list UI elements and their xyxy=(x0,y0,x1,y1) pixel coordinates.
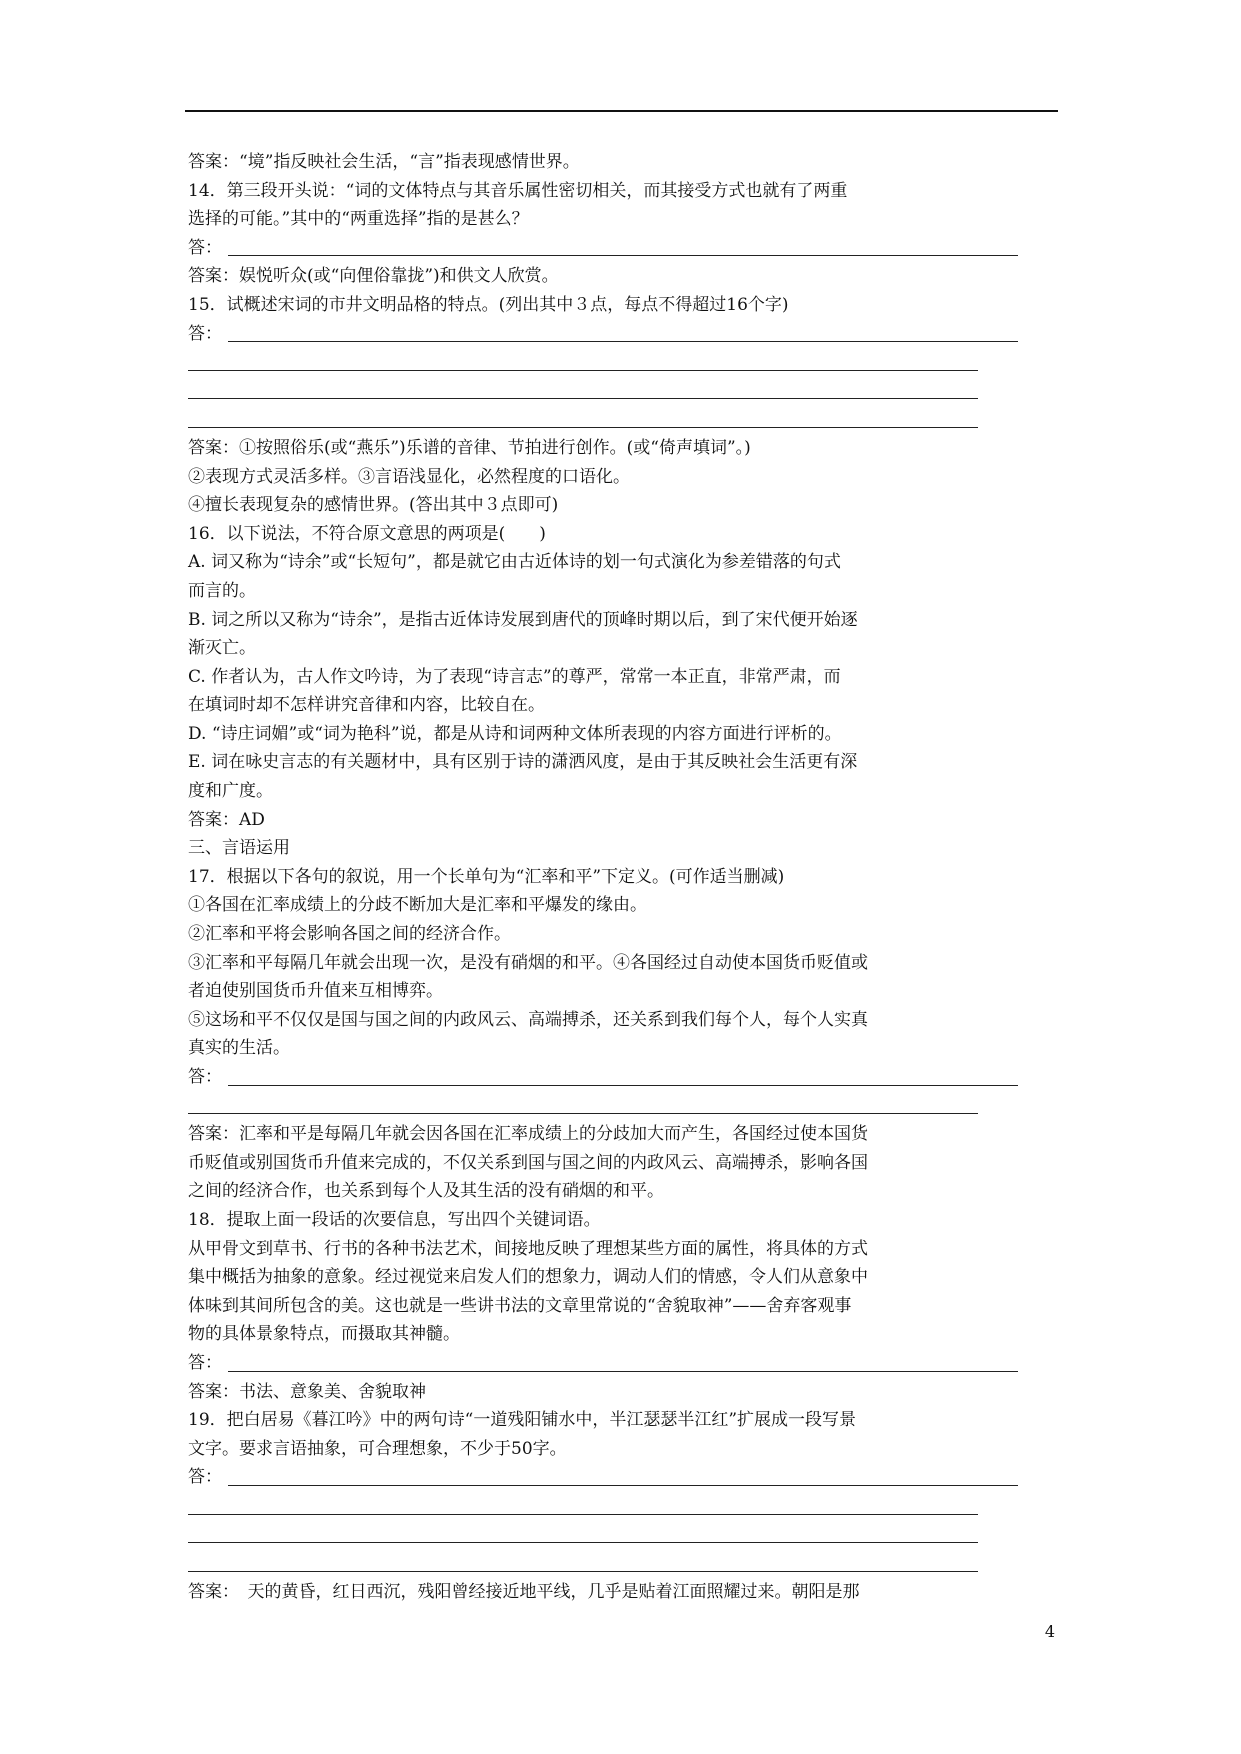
text-line: 度和广度。 xyxy=(188,781,273,802)
text-line: 渐灭亡。 xyxy=(188,638,256,659)
text-line: ⑤这场和平不仅仅是国与国之间的内政风云、高端搏杀，还关系到我们每个人，每个人实真 xyxy=(188,1009,868,1030)
text-line: 答案：娱悦听众(或“向俚俗靠拢”)和供文人欣赏。 xyxy=(188,266,559,287)
answer-underline xyxy=(188,1571,978,1572)
text-line: 答案：书法、意象美、舍貌取神 xyxy=(188,1381,426,1402)
answer-underline xyxy=(188,1542,978,1543)
answer-label: 答： xyxy=(188,1352,222,1373)
text-line: 15．试概述宋词的市井文明品格的特点。(列出其中３点，每点不得超过16个字) xyxy=(188,294,789,315)
document-body xyxy=(188,148,1058,1606)
text-line: 19．把白居易《暮江吟》中的两句诗“一道残阳铺水中，半江瑟瑟半江红”扩展成一段写景 xyxy=(188,1410,857,1431)
answer-underline xyxy=(228,1371,1018,1372)
text-line: ②表现方式灵活多样。③言语浅显化，必然程度的口语化。 xyxy=(188,466,630,487)
text-line: 17．根据以下各句的叙说，用一个长单句为“汇率和平”下定义。(可作适当删减) xyxy=(188,866,785,887)
text-line: 从甲骨文到草书、行书的各种书法艺术，间接地反映了理想某些方面的属性，将具体的方式 xyxy=(188,1238,868,1259)
text-line: 答案： 天的黄昏，红日西沉，残阳曾经接近地平线，几乎是贴着江面照耀过来。朝阳是那 xyxy=(188,1581,860,1602)
answer-underline xyxy=(228,341,1018,342)
text-line: 三、言语运用 xyxy=(188,838,290,859)
text-line: ④擅长表现复杂的感情世界。(答出其中３点即可) xyxy=(188,495,559,516)
text-line: ①各国在汇率成绩上的分歧不断加大是汇率和平爆发的缘由。 xyxy=(188,895,647,916)
text-line: 答案：“境”指反映社会生活，“言”指表现感情世界。 xyxy=(188,152,580,172)
text-line: 集中概括为抽象的意象。经过视觉来启发人们的想象力，调动人们的情感，令人们从意象中 xyxy=(188,1267,868,1288)
text-line: 答案：汇率和平是每隔几年就会因各国在汇率成绩上的分歧加大而产生，各国经过使本国货 xyxy=(188,1124,868,1145)
answer-field xyxy=(188,1463,1058,1492)
text-line: 币贬值或别国货币升值来完成的，不仅关系到国与国之间的内政风云、高端搏杀，影响各国 xyxy=(188,1152,868,1173)
text-line: 答案：①按照俗乐(或“燕乐”)乐谱的音律、节拍进行创作。(或“倚声填词”。) xyxy=(188,437,751,458)
answer-underline xyxy=(188,370,978,371)
answer-underline xyxy=(188,1514,978,1515)
text-line: 在填词时却不怎样讲究音律和内容，比较自在。 xyxy=(188,695,545,716)
page-number: 4 xyxy=(1044,1622,1055,1641)
answer-field xyxy=(188,234,1058,263)
text-line: C. 作者认为，古人作文吟诗，为了表现“诗言志”的尊严，常常一本正直，非常严肃，而 xyxy=(188,666,841,687)
text-line: 选择的可能。”其中的“两重选择”指的是甚么？ xyxy=(188,209,529,230)
text-line: 答案：AD xyxy=(188,809,265,830)
answer-label: 答： xyxy=(188,237,222,258)
text-line: 体味到其间所包含的美。这也就是一些讲书法的文章里常说的“舍貌取神”——舍弃客观事 xyxy=(188,1295,852,1316)
text-line: 18．提取上面一段话的次要信息，写出四个关键词语。 xyxy=(188,1209,601,1230)
answer-underline xyxy=(228,1085,1018,1086)
text-line: 文字。要求言语抽象，可合理想象，不少于50字。 xyxy=(188,1438,567,1459)
blank-answer-line xyxy=(188,377,1058,406)
answer-field xyxy=(188,320,1058,349)
answer-label: 答： xyxy=(188,1067,222,1087)
blank-answer-line xyxy=(188,1521,1058,1550)
text-line: A. 词又称为“诗余”或“长短句”，都是就它由古近体诗的划一句式演化为参差错落的句式 xyxy=(188,552,841,573)
text-line: D. “诗庄词媚”或“词为艳科”说，都是从诗和词两种文体所表现的内容方面进行评析的。 xyxy=(188,723,842,744)
text-line: 之间的经济合作，也关系到每个人及其生活的没有硝烟的和平。 xyxy=(188,1181,664,1202)
text-line: ③汇率和平每隔几年就会出现一次，是没有硝烟的和平。④各国经过自动使本国货币贬值或 xyxy=(188,952,868,973)
text-line: 16．以下说法，不符合原文意思的两项是( ) xyxy=(188,523,546,544)
text-line: 真实的生活。 xyxy=(188,1038,290,1059)
blank-answer-line xyxy=(188,405,1058,434)
text-line: 者迫使别国货币升值来互相博弈。 xyxy=(188,981,443,1002)
answer-underline xyxy=(188,398,978,399)
answer-underline xyxy=(188,1113,978,1114)
text-line: ②汇率和平将会影响各国之间的经济合作。 xyxy=(188,924,511,945)
blank-answer-line xyxy=(188,348,1058,377)
answer-field xyxy=(188,1063,1058,1092)
header-rule xyxy=(185,110,1058,112)
answer-label: 答： xyxy=(188,323,222,344)
answer-underline xyxy=(188,427,978,428)
answer-underline xyxy=(228,255,1018,256)
blank-answer-line xyxy=(188,1549,1058,1578)
text-line: B. 词之所以又称为“诗余”，是指古近体诗发展到唐代的顶峰时期以后，到了宋代便开始逐 xyxy=(188,609,858,630)
text-line: 14．第三段开头说：“词的文体特点与其音乐属性密切相关，而其接受方式也就有了两重 xyxy=(188,180,848,201)
answer-field xyxy=(188,1349,1058,1378)
answer-label: 答： xyxy=(188,1467,222,1488)
answer-underline xyxy=(228,1485,1018,1486)
blank-answer-line xyxy=(188,1492,1058,1521)
text-line: 物的具体景象特点，而摄取其神髓。 xyxy=(188,1324,460,1345)
text-line: 而言的。 xyxy=(188,580,256,601)
text-line: E. 词在咏史言志的有关题材中，具有区别于诗的潇洒风度，是由于其反映社会生活更有深 xyxy=(188,752,858,773)
blank-answer-line xyxy=(188,1092,1058,1121)
